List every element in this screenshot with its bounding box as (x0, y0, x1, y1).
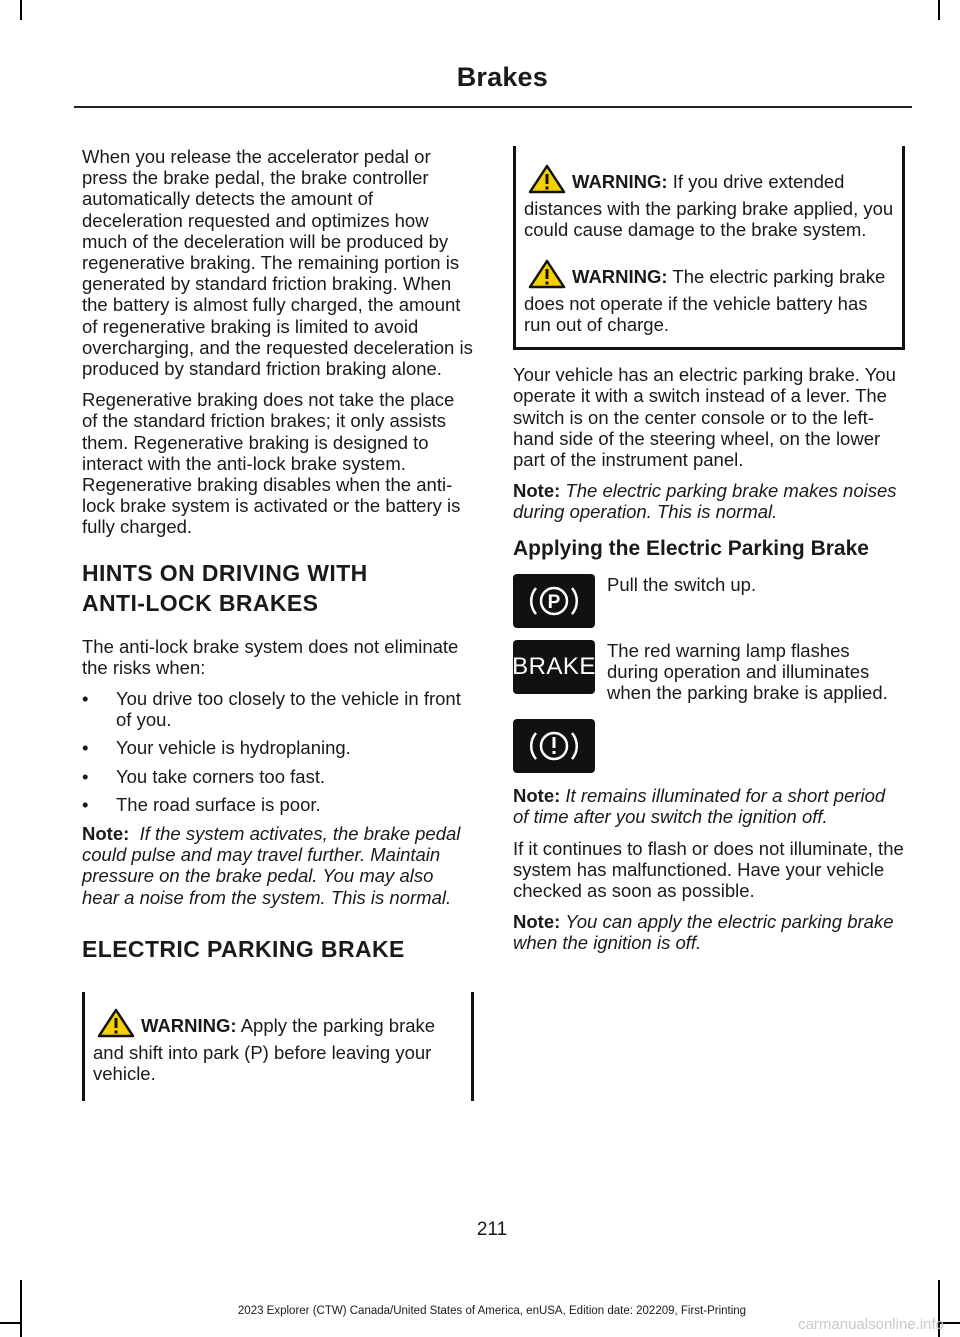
note-text: It remains illuminated for a short period of time after you switch the ignition off. (513, 785, 886, 828)
epb-noise-note (513, 480, 905, 522)
pull-switch-text: Pull the switch up. (607, 573, 757, 595)
malfunction-paragraph: If it continues to flash or does not illuminate, the system has malfunctioned. Have your vehicle checked as soon as possible. (513, 837, 904, 902)
parking-brake-p-icon (513, 574, 595, 628)
warning-box-left (82, 992, 474, 1101)
list-item: • You take corners too fast. (82, 765, 326, 787)
brake-lamp-label: BRAKE (512, 653, 596, 681)
subheading-applying-epb: Applying the Electric Parking Brake (513, 536, 869, 560)
abs-risks-intro: The anti-lock brake system does not eliminate the risks when: (82, 635, 459, 678)
watermark: carmanualsonline.info (798, 1316, 944, 1333)
header-rule (74, 106, 912, 108)
warning-label: WARNING: (572, 171, 668, 192)
bullet: • (82, 737, 89, 759)
warning-label: WARNING: (141, 1014, 237, 1036)
note-text: The electric parking brake makes noises during operation. This is normal. (513, 480, 897, 523)
note-label: Note: (513, 480, 561, 502)
ignition-off-note (513, 911, 905, 953)
note-text: If the system activates, the brake pedal could pulse and may travel further. Maintain pressure on the brake pedal. You may also hear a noise from the system. This is normal. (82, 823, 461, 908)
right-column (513, 146, 905, 964)
heading-hints-line1: HINTS ON DRIVING WITH (82, 559, 368, 586)
warning-triangle-icon (528, 259, 566, 293)
note-label: Note: (513, 785, 561, 807)
note-label: Note: (82, 823, 130, 845)
crop-mark-bottom-left-h (0, 1322, 20, 1324)
svg-text:P: P (547, 591, 561, 613)
warning-extended-distances (524, 164, 894, 241)
crop-mark-top-right (938, 0, 940, 20)
warning-text: Apply the parking brake and shift into park (P) before leaving your vehicle. (93, 1014, 436, 1085)
bullet: • (82, 688, 89, 710)
abs-note (82, 823, 474, 908)
edition-footer: 2023 Explorer (CTW) Canada/United States of America, enUSA, Edition date: 202209, First-Printing (237, 1305, 747, 1317)
icon-row-brake-symbol (513, 719, 905, 777)
warning-park (93, 1008, 463, 1085)
regen-paragraph-2: Regenerative braking does not take the place of the standard friction brakes; it only assists them. Regenerative braking is designed to interact with the anti-lock brake system. Regenerative braking disables when the anti-lock brake system is activated or the battery is fully charged. (82, 389, 461, 538)
lamp-note (513, 785, 905, 827)
warning-triangle-icon (97, 1008, 135, 1042)
warning-triangle-icon (528, 164, 566, 198)
icon-row-switch (513, 574, 905, 632)
icon-row-brake-lamp (513, 640, 905, 704)
left-column (82, 146, 474, 1101)
page-number: 211 (476, 1219, 508, 1240)
list-item: • Your vehicle is hydroplaning. (82, 737, 351, 759)
warning-text: The electric parking brake does not operate if the vehicle battery has run out of charge. (524, 265, 886, 336)
heading-hints-abs (82, 558, 474, 618)
warning-label: WARNING: (572, 265, 668, 287)
note-text: You can apply the electric parking brake when the ignition is off. (513, 911, 894, 954)
heading-hints-line2: ANTI-LOCK BRAKES (82, 589, 319, 616)
brake-symbol-icon (513, 719, 595, 773)
note-label: Note: (513, 911, 561, 933)
crop-mark-top-left (20, 0, 22, 20)
brake-lamp-text: The red warning lamp flashes during operation and illuminates when the parking brake is applied. (607, 639, 888, 704)
epb-description: Your vehicle has an electric parking brake. You operate it with a switch instead of a lever. The switch is on the center console or to the left-hand side of the steering wheel, on the lower part of the instrument panel. (513, 364, 896, 471)
list-item: • The road surface is poor. (82, 793, 321, 815)
warning-box-right (513, 146, 905, 350)
regen-paragraph-1: When you release the accelerator pedal or press the brake pedal, the brake controller automatically detects the amount of deceleration requested and optimizes how much of the deceleration will be produced by regenerative braking. The remaining portion is generated by standard friction braking. When the battery is almost fully charged, the amount of regenerative braking is limited to avoid overcharging, and the requested deceleration is produced by standard friction braking alone. (82, 146, 473, 380)
list-item: • You drive too closely to the vehicle in front of you. (82, 688, 461, 731)
heading-electric-parking-brake: ELECTRIC PARKING BRAKE (82, 935, 405, 962)
abs-risks-list (82, 688, 474, 815)
page-title: Brakes (456, 62, 548, 92)
bullet: • (82, 765, 89, 787)
warning-text: If you drive extended distances with the parking brake applied, you could cause damage to the brake system. (524, 171, 894, 241)
bullet: • (82, 793, 89, 815)
brake-warning-lamp-icon (513, 640, 595, 694)
warning-battery (524, 259, 894, 336)
